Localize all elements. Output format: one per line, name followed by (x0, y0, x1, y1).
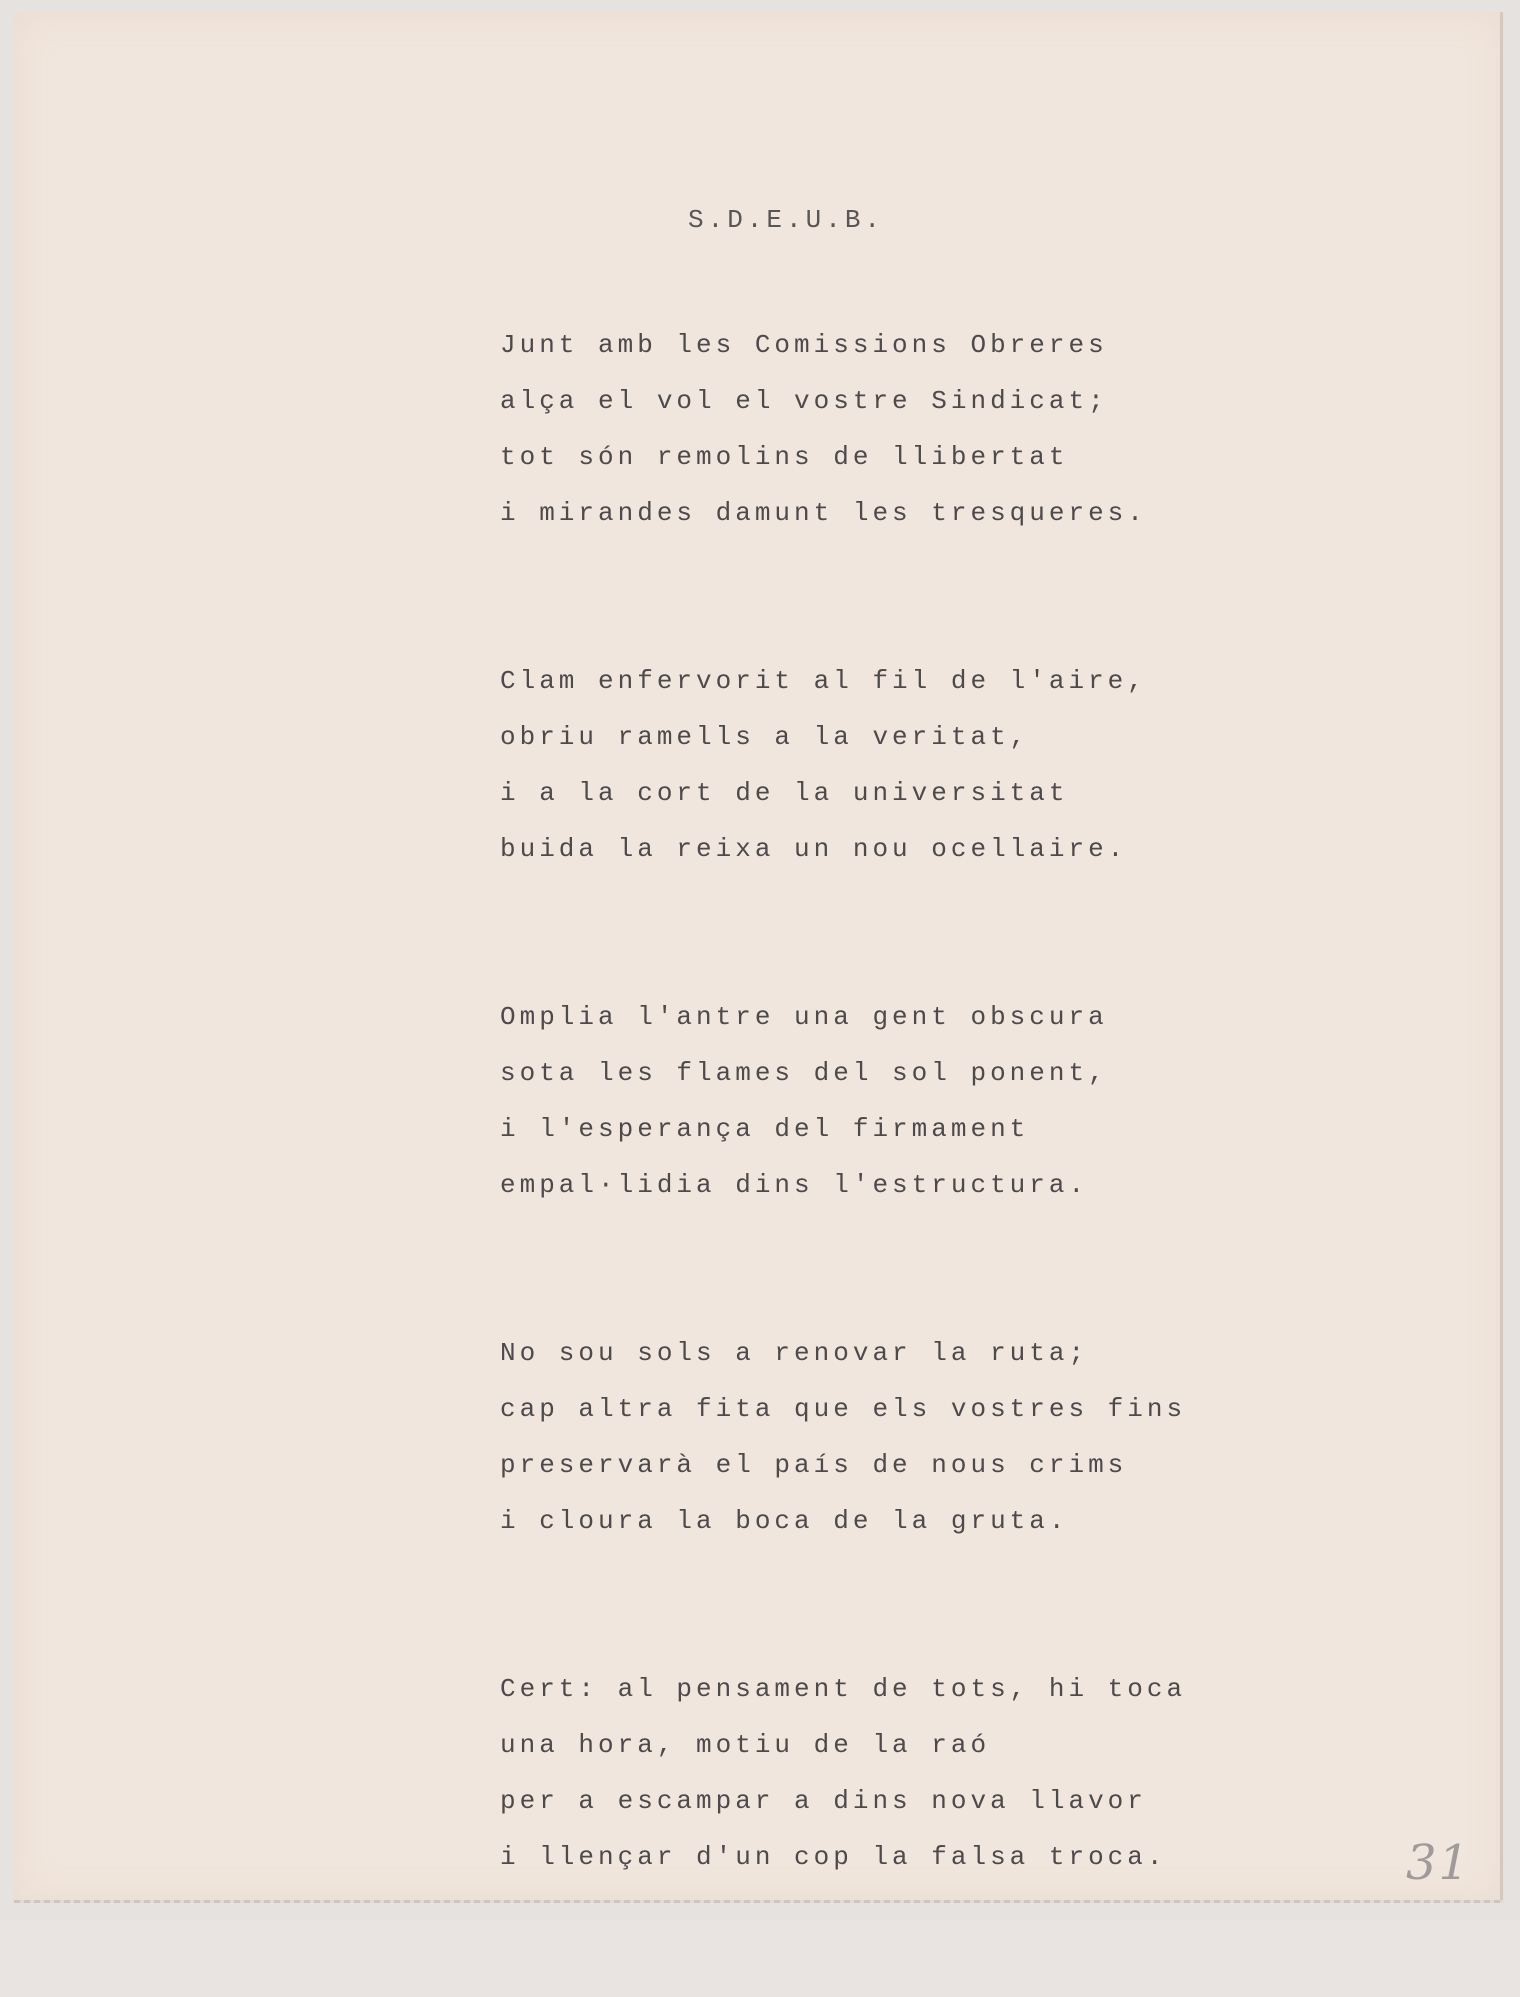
poem-line: obriu ramells a la veritat, (500, 722, 1030, 752)
stanza-3 (500, 989, 1200, 1213)
poem-line: Cert: al pensament de tots, hi toca (500, 1674, 1187, 1704)
poem-line: i llençar d'un cop la falsa troca. (500, 1842, 1167, 1872)
poem-line: tot són remolins de llibertat (500, 442, 1069, 472)
poem-line: empal·lidia dins l'estructura. (500, 1170, 1089, 1200)
stanza-5 (500, 1661, 1200, 1885)
page-right-edge (1500, 12, 1503, 1902)
poem-line: cap altra fita que els vostres fins (500, 1394, 1187, 1424)
stanza-4 (500, 1325, 1200, 1549)
poem-line: No sou sols a renovar la ruta; (500, 1338, 1089, 1368)
poem-line: una hora, motiu de la raó (500, 1730, 991, 1760)
stanza-2 (500, 653, 1200, 877)
poem-line: i cloura la boca de la gruta. (500, 1506, 1069, 1536)
poem-title: S.D.E.U.B. (688, 205, 885, 235)
poem-line: buida la reixa un nou ocellaire. (500, 834, 1128, 864)
poem-line: Clam enfervorit al fil de l'aire, (500, 666, 1147, 696)
poem-line: i a la cort de la universitat (500, 778, 1069, 808)
stanza-1 (500, 317, 1200, 541)
poem-line: preservarà el país de nous crims (500, 1450, 1128, 1480)
poem-line: i mirandes damunt les tresqueres. (500, 498, 1147, 528)
poem-line: Omplia l'antre una gent obscura (500, 1002, 1108, 1032)
poem-body (500, 317, 1200, 1997)
poem-line: per a escampar a dins nova llavor (500, 1786, 1147, 1816)
poem-line: sota les flames del sol ponent, (500, 1058, 1108, 1088)
handwritten-page-number: 31 (1406, 1835, 1472, 1891)
poem-line: i l'esperança del firmament (500, 1114, 1030, 1144)
poem-line: alça el vol el vostre Sindicat; (500, 386, 1108, 416)
poem-line: Junt amb les Comissions Obreres (500, 330, 1108, 360)
